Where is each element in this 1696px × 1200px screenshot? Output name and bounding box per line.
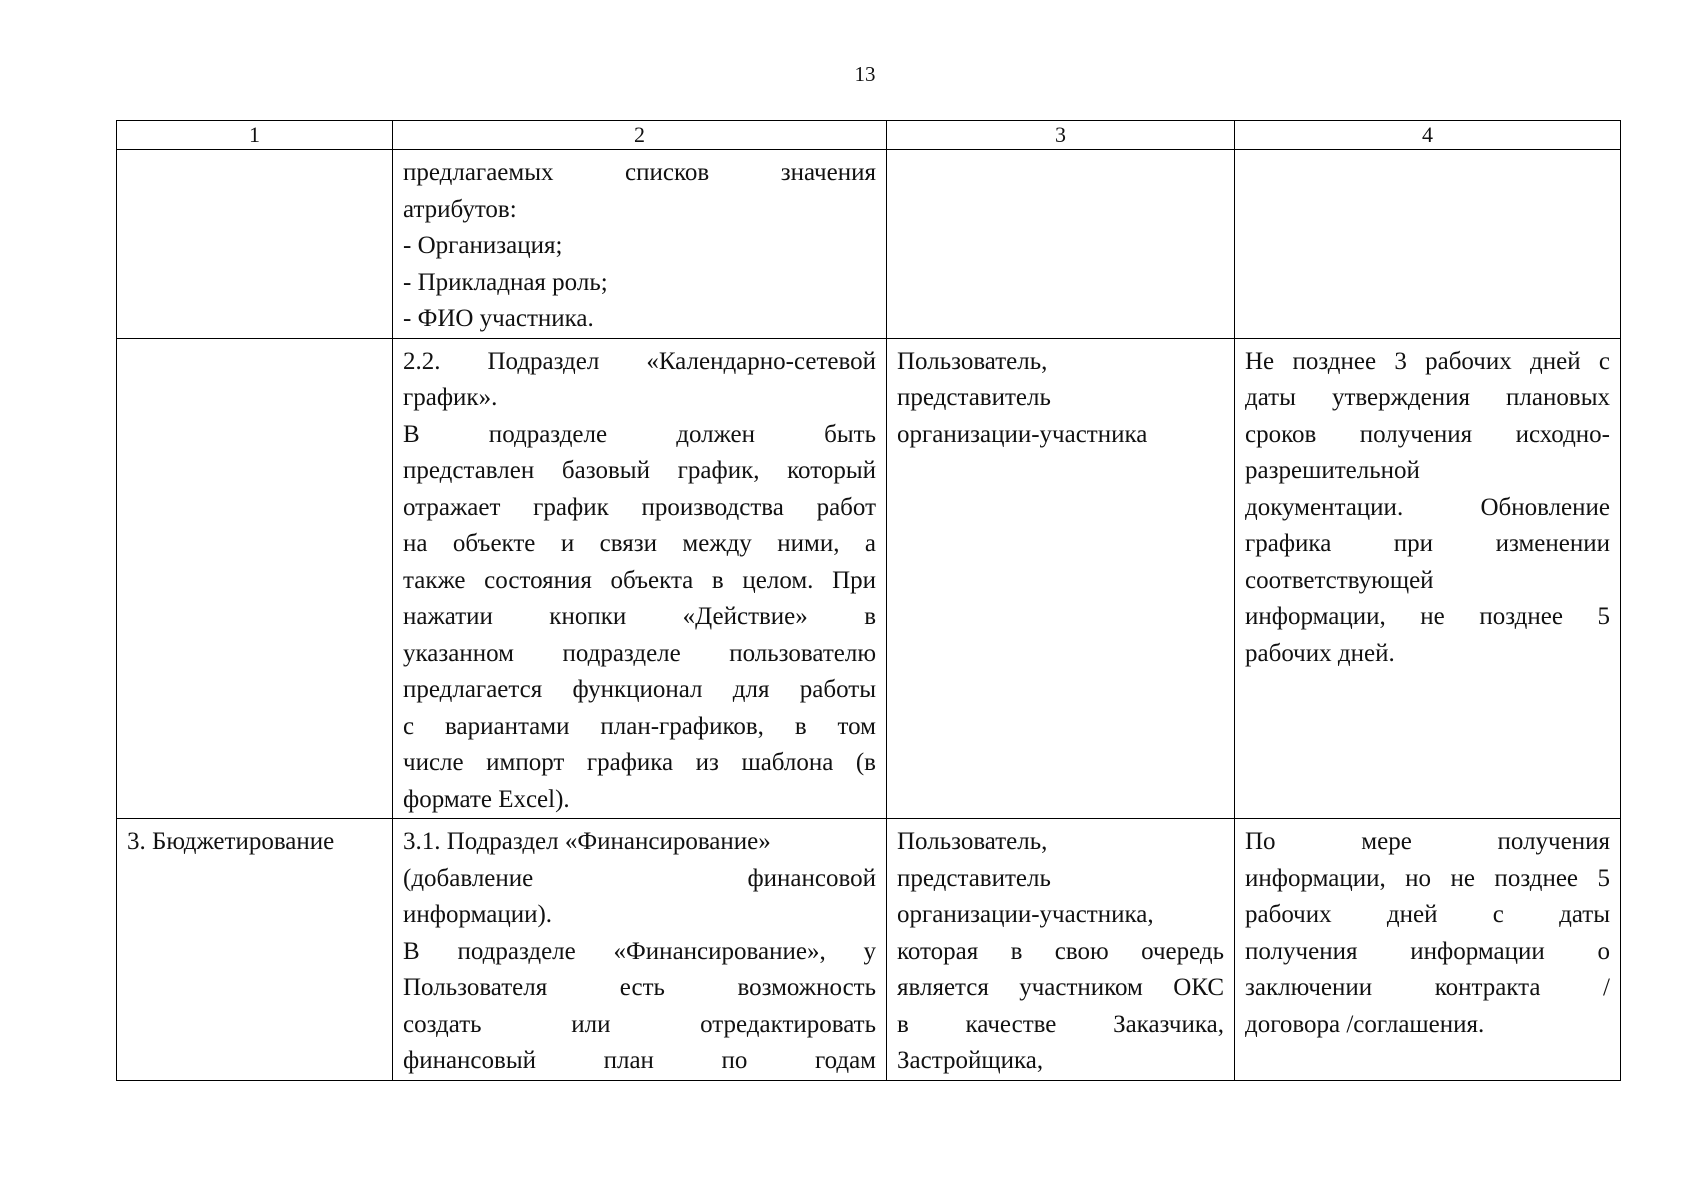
table-cell-col3: [887, 819, 1235, 1081]
table-cell-col4: [1235, 819, 1621, 1081]
table-row: [117, 150, 1621, 339]
cell-text-line: которая в свою очередь: [897, 937, 1224, 965]
cell-text-line: Не позднее 3 рабочих дней с: [1245, 347, 1610, 375]
cell-text-line: рабочих дней.: [1245, 639, 1395, 667]
table-cell-col3: [887, 150, 1235, 339]
requirements-table: [116, 120, 1621, 1081]
cell-text-line: заключении контракта /: [1245, 974, 1610, 1001]
cell-text-line: организации-участника,: [897, 901, 1154, 928]
cell-text-line: информации).: [403, 901, 553, 928]
cell-text-line: Застройщика,: [897, 1047, 1044, 1074]
cell-text-line: создать или отредактировать: [403, 1010, 876, 1038]
cell-text-line: график».: [403, 384, 498, 411]
cell-text-line: указанном подразделе пользователю: [403, 639, 876, 667]
table-cell-col3: [887, 338, 1235, 819]
table-cell-col4: [1235, 338, 1621, 819]
table-row: [117, 819, 1621, 1081]
cell-text-line: - Организация;: [403, 232, 563, 259]
cell-text-line: финансовый план по годам: [403, 1047, 876, 1074]
cell-text-line: отражает график производства работ: [403, 493, 876, 521]
page-number: 13: [854, 62, 876, 86]
cell-text-line: предлагаемых списков значения: [403, 159, 876, 186]
cell-text-line: атрибутов:: [403, 195, 517, 223]
cell-text-line: 3.1. Подраздел «Финансирование»: [403, 828, 771, 855]
table-cell-col2: [393, 150, 887, 339]
column-number-row: [117, 121, 1621, 150]
table-cell-col1: [117, 150, 393, 339]
cell-text-line: также состояния объекта в целом. При: [403, 566, 876, 594]
cell-text-line: формате Excel).: [403, 785, 570, 813]
cell-text-line: получения информации о: [1245, 937, 1610, 965]
cell-text-line: сроков получения исходно-: [1245, 420, 1610, 448]
cell-text-line: предлагается функционал для работы: [403, 676, 876, 703]
cell-text-line: договора /соглашения.: [1245, 1010, 1485, 1038]
cell-text-line: информации, но не позднее 5: [1245, 864, 1610, 892]
column-number: 4: [1235, 121, 1621, 150]
cell-text-line: представитель: [897, 864, 1051, 892]
cell-text-line: В подразделе «Финансирование», у: [403, 937, 876, 965]
cell-text-line: В подразделе должен быть: [403, 420, 876, 448]
column-number: 1: [117, 121, 393, 150]
cell-text-line: Пользователь,: [897, 828, 1048, 855]
cell-text-line: 2.2. Подраздел «Календарно-сетевой: [403, 347, 876, 375]
cell-text-line: представитель: [897, 384, 1051, 411]
cell-text-line: - ФИО участника.: [403, 305, 594, 332]
table-cell-col1: [117, 819, 393, 1081]
cell-text-line: 3. Бюджетирование: [127, 828, 335, 855]
cell-text-line: представлен базовый график, который: [403, 457, 876, 484]
cell-text-line: графика при изменении: [1245, 530, 1610, 557]
cell-text-line: рабочих дней с даты: [1245, 901, 1610, 928]
table-cell-col4: [1235, 150, 1621, 339]
cell-text-line: информации, не позднее 5: [1245, 603, 1610, 630]
cell-text-line: с вариантами план-графиков, в том: [403, 712, 876, 740]
cell-text-line: на объекте и связи между ними, а: [403, 530, 876, 557]
cell-text-line: даты утверждения плановых: [1245, 384, 1610, 411]
cell-text-line: соответствующей: [1245, 566, 1434, 594]
column-number: 3: [887, 121, 1235, 150]
cell-text-line: числе импорт графика из шаблона (в: [403, 749, 876, 776]
cell-text-line: По мере получения: [1245, 828, 1610, 855]
cell-text-line: в качестве Заказчика,: [897, 1010, 1224, 1038]
table-cell-col2: [393, 338, 887, 819]
cell-text-line: организации-участника: [897, 420, 1148, 448]
cell-text-line: является участником ОКС: [897, 974, 1224, 1001]
cell-text-line: Пользователь,: [897, 347, 1048, 375]
cell-text-line: нажатии кнопки «Действие» в: [403, 603, 876, 630]
table-cell-col2: [393, 819, 887, 1081]
cell-text-line: Пользователя есть возможность: [403, 974, 876, 1001]
cell-text-line: разрешительной: [1245, 457, 1420, 484]
table-row: [117, 338, 1621, 819]
cell-text-line: - Прикладная роль;: [403, 268, 608, 296]
cell-text-line: документации. Обновление: [1245, 493, 1610, 521]
cell-text-line: (добавление финансовой: [403, 864, 876, 892]
column-number: 2: [393, 121, 887, 150]
table-cell-col1: [117, 338, 393, 819]
